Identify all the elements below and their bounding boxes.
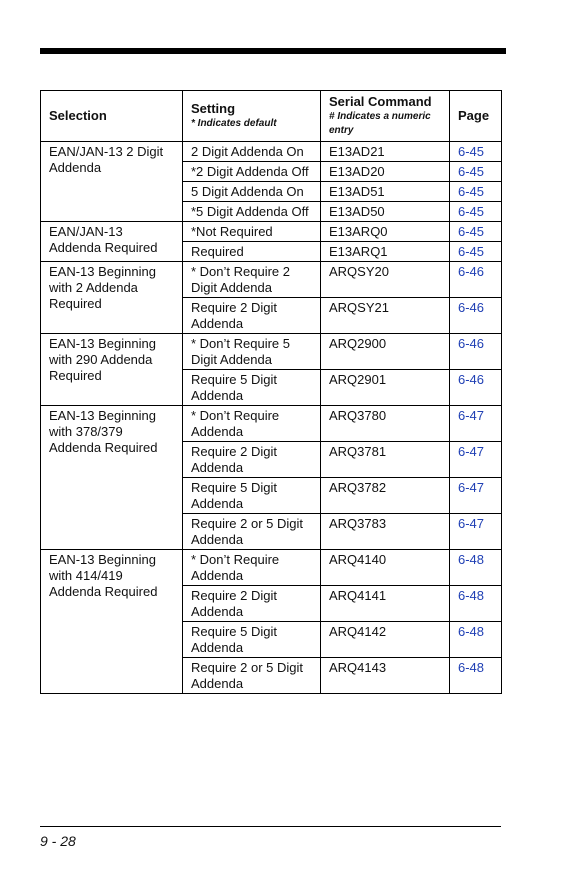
setting-cell: Require 5 Digit Addenda: [183, 622, 321, 658]
selection-cell: EAN/JAN-13 2 Digit Addenda: [41, 142, 183, 222]
setting-cell: Require 2 or 5 Digit Addenda: [183, 658, 321, 694]
serial-command-cell: E13AD21: [321, 142, 450, 162]
header-selection-label: Selection: [49, 108, 107, 123]
serial-command-cell: E13ARQ0: [321, 222, 450, 242]
setting-cell: * Don’t Require Addenda: [183, 406, 321, 442]
header-page-label: Page: [458, 108, 490, 123]
settings-table: [40, 90, 502, 694]
page-link[interactable]: 6-47: [450, 442, 502, 478]
serial-command-cell: ARQ3780: [321, 406, 450, 442]
page-link[interactable]: 6-45: [450, 182, 502, 202]
setting-cell: Require 2 Digit Addenda: [183, 298, 321, 334]
serial-command-cell: E13ARQ1: [321, 242, 450, 262]
page-link[interactable]: 6-46: [450, 370, 502, 406]
table-row: [41, 406, 502, 442]
serial-command-cell: ARQSY21: [321, 298, 450, 334]
table-header-row: [41, 91, 502, 142]
serial-command-cell: ARQ4140: [321, 550, 450, 586]
page-link[interactable]: 6-45: [450, 242, 502, 262]
table-row: [41, 142, 502, 162]
serial-command-cell: ARQ3781: [321, 442, 450, 478]
table-body: [41, 142, 502, 694]
header-setting-note: * Indicates default: [191, 118, 277, 129]
page-link[interactable]: 6-48: [450, 586, 502, 622]
header-rule: [40, 48, 506, 54]
setting-cell: Require 5 Digit Addenda: [183, 370, 321, 406]
page-link[interactable]: 6-48: [450, 550, 502, 586]
page-link[interactable]: 6-46: [450, 298, 502, 334]
selection-cell: EAN-13 Beginning with 378/379 Addenda Required: [41, 406, 183, 550]
header-selection: [41, 91, 183, 142]
header-setting: [183, 91, 321, 142]
header-page: [450, 91, 502, 142]
serial-command-cell: ARQ2901: [321, 370, 450, 406]
selection-cell: EAN/JAN-13 Addenda Required: [41, 222, 183, 262]
serial-command-cell: E13AD51: [321, 182, 450, 202]
serial-command-cell: ARQ4141: [321, 586, 450, 622]
selection-cell: EAN-13 Beginning with 2 Addenda Required: [41, 262, 183, 334]
setting-cell: *5 Digit Addenda Off: [183, 202, 321, 222]
table-row: [41, 262, 502, 298]
setting-cell: 5 Digit Addenda On: [183, 182, 321, 202]
setting-cell: Require 2 Digit Addenda: [183, 442, 321, 478]
setting-cell: *Not Required: [183, 222, 321, 242]
serial-command-cell: E13AD20: [321, 162, 450, 182]
page-number: 9 - 28: [40, 833, 76, 849]
table-row: [41, 550, 502, 586]
page-link[interactable]: 6-47: [450, 478, 502, 514]
setting-cell: * Don’t Require 5 Digit Addenda: [183, 334, 321, 370]
page-link[interactable]: 6-47: [450, 406, 502, 442]
page-link[interactable]: 6-45: [450, 162, 502, 182]
page-link[interactable]: 6-45: [450, 222, 502, 242]
setting-cell: Require 2 or 5 Digit Addenda: [183, 514, 321, 550]
header-serial-command: [321, 91, 450, 142]
setting-cell: Require 2 Digit Addenda: [183, 586, 321, 622]
selection-cell: EAN-13 Beginning with 290 Addenda Required: [41, 334, 183, 406]
selection-cell: EAN-13 Beginning with 414/419 Addenda Required: [41, 550, 183, 694]
page-link[interactable]: 6-47: [450, 514, 502, 550]
serial-command-cell: ARQ2900: [321, 334, 450, 370]
serial-command-cell: ARQ4143: [321, 658, 450, 694]
page-link[interactable]: 6-46: [450, 334, 502, 370]
table-row: [41, 334, 502, 370]
serial-command-cell: ARQ3782: [321, 478, 450, 514]
page-link[interactable]: 6-45: [450, 142, 502, 162]
header-setting-label: Setting: [191, 101, 236, 116]
serial-command-cell: ARQ4142: [321, 622, 450, 658]
header-serial-command-label: Serial Command: [329, 94, 432, 109]
page-link[interactable]: 6-46: [450, 262, 502, 298]
setting-cell: Require 5 Digit Addenda: [183, 478, 321, 514]
setting-cell: * Don’t Require Addenda: [183, 550, 321, 586]
setting-cell: *2 Digit Addenda Off: [183, 162, 321, 182]
setting-cell: 2 Digit Addenda On: [183, 142, 321, 162]
setting-cell: * Don’t Require 2 Digit Addenda: [183, 262, 321, 298]
footer-rule: [40, 826, 501, 827]
serial-command-cell: ARQ3783: [321, 514, 450, 550]
page-link[interactable]: 6-48: [450, 658, 502, 694]
setting-cell: Required: [183, 242, 321, 262]
page-link[interactable]: 6-45: [450, 202, 502, 222]
serial-command-cell: ARQSY20: [321, 262, 450, 298]
table-row: [41, 222, 502, 242]
header-serial-command-note: # Indicates a numeric entry: [329, 111, 431, 136]
page-link[interactable]: 6-48: [450, 622, 502, 658]
serial-command-cell: E13AD50: [321, 202, 450, 222]
